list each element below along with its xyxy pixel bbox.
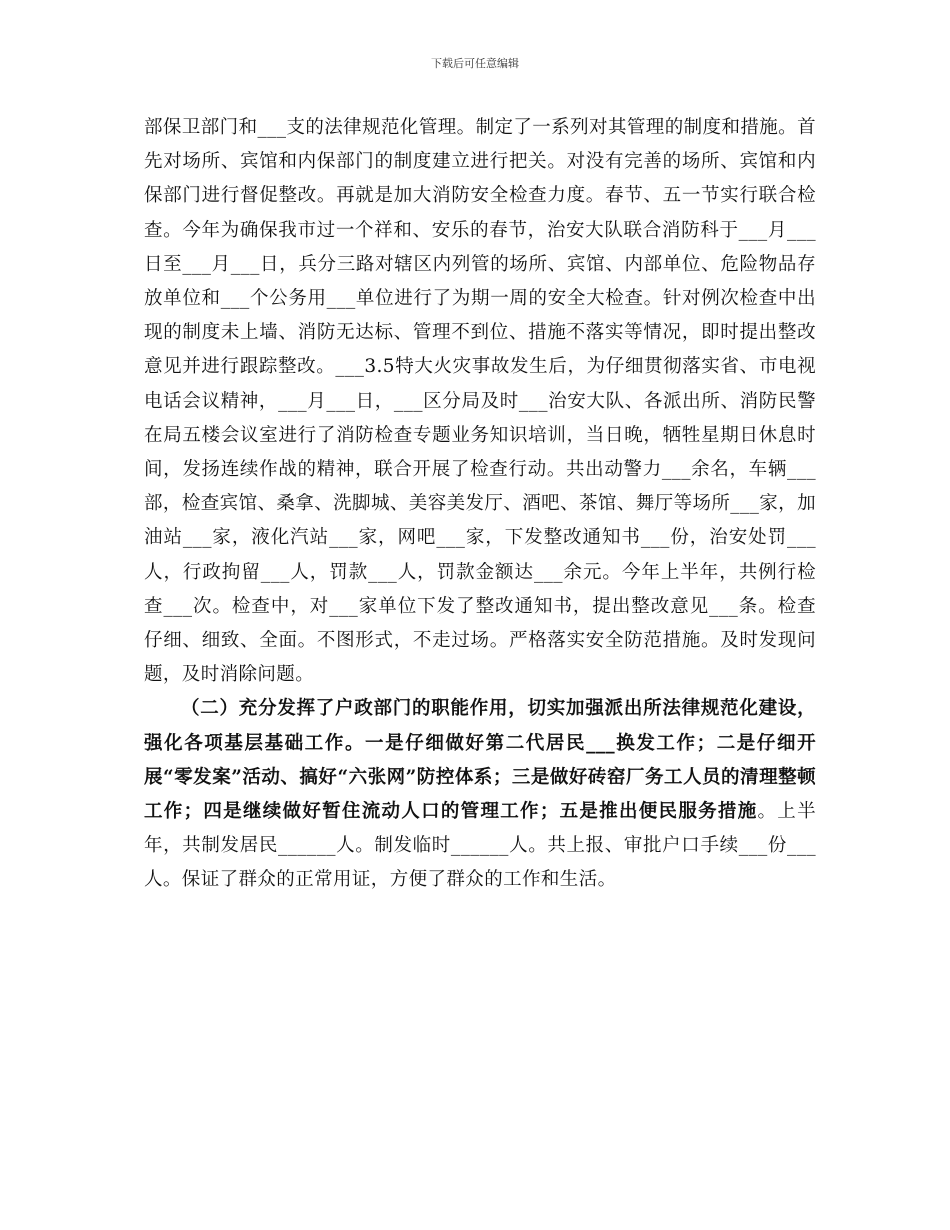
paragraph-statistics: 。上半年，共制发居民______人。制发临时______人。共上报、审批户口手续___份___人。保证了群众的正常用证，方便了群众的工作和生活。 (144, 801, 816, 891)
document-body (144, 111, 816, 898)
page-header: 下载后可任意编辑 (431, 57, 519, 70)
paragraph-household-registration (144, 692, 816, 897)
paragraph-security-management: 部保卫部门和___支的法律规范化管理。制定了一系列对其管理的制度和措施。首先对场所、宾馆和内保部门的制度建立进行把关。对没有完善的场所、宾馆和内保部门进行督促整改。再就是加大消防安全检查力度。春节、五一节实行联合检查。今年为确保我市过一个祥和、安乐的春节，治安大队联合消防科于___月___日至___月___日，兵分三路对辖区内列管的场所、宾馆、内部单位、危险物品存放单位和___个公务用___单位进行了为期一周的安全大检查。针对例次检查中出现的制度未上墙、消防无达标、管理不到位、措施不落实等情况，即时提出整改意见并进行跟踪整改。___3.5特大火灾事故发生后，为仔细贯彻落实省、市电视电话会议精神，___月___日，___区分局及时___治安大队、各派出所、消防民警在局五楼会议室进行了消防检查专题业务知识培训，当日晚，牺牲星期日休息时间，发扬连续作战的精神，联合开展了检查行动。共出动警力___余名，车辆___部，检查宾馆、桑拿、洗脚城、美容美发厅、酒吧、茶馆、舞厅等场所___家，加油站___家，液化汽站___家，网吧___家，下发整改通知书___份，治安处罚___人，行政拘留___人，罚款___人，罚款金额达___余元。今年上半年，共例行检查___次。检查中，对___家单位下发了整改通知书，提出整改意见___条。检查仔细、细致、全面。不图形式，不走过场。严格落实安全防范措施。及时发现问题，及时消除问题。 (144, 117, 816, 686)
paragraph-heading-bold: （二）充分发挥了户政部门的职能作用，切实加强派出所法律规范化建设，强化各项基层基础工作。一是仔细做好第二代居民___换发工作；二是仔细开展“零发案”活动、搞好“六张网”防控体系；三是做好砖窑厂务工人员的清理整顿工作；四是继续做好暂住流动人口的管理工作；五是推出便民服务措施 (144, 698, 816, 823)
